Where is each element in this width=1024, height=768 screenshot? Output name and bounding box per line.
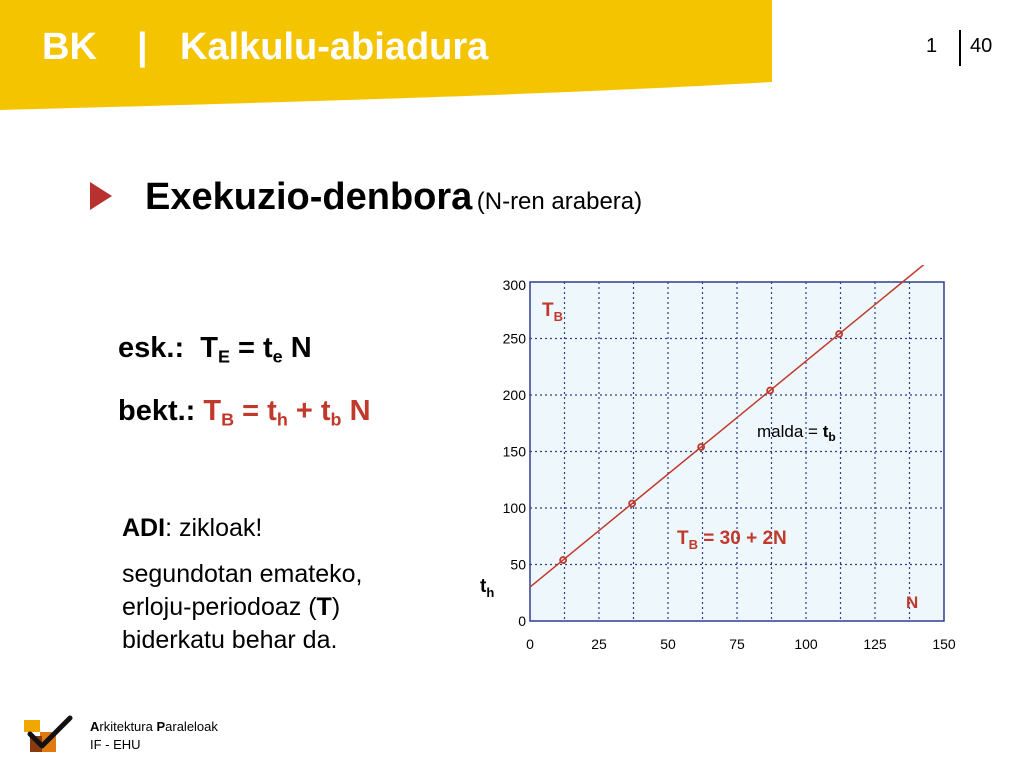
slide-heading <box>145 170 642 232</box>
header-band <box>0 0 1024 110</box>
footer-b: rkitektura <box>99 719 157 734</box>
note-line-2: segundotan emateko, <box>122 560 363 588</box>
slope-text: malda = <box>757 422 823 441</box>
footer-org <box>90 719 218 735</box>
eq1-label: esk.: <box>118 332 185 364</box>
eq1-t-sub: E <box>217 346 230 367</box>
formula-t: T <box>677 528 689 549</box>
y-axis-t: t <box>480 576 487 597</box>
slope-annotation <box>757 422 836 444</box>
x-tick-label: 100 <box>794 636 818 652</box>
eq2-end: N <box>341 395 371 427</box>
slope-bold-sub: b <box>828 430 836 444</box>
heading-main: Exekuzio-denbora <box>145 176 473 218</box>
footer-c: P <box>156 719 166 734</box>
page-total: 40 <box>970 35 993 57</box>
equation-vector <box>118 391 371 439</box>
footer-d: araleloak <box>165 719 218 734</box>
formula-rest: = 30 + 2N <box>698 528 787 549</box>
y-tick-label: 300 <box>502 277 526 293</box>
y-tick-label: 150 <box>502 443 526 460</box>
bullet-arrow-icon <box>90 182 112 210</box>
y-axis-label <box>480 576 494 600</box>
note-line3-pre: erloju-periodoaz ( <box>122 593 317 621</box>
note-line-4: biderkatu behar da. <box>122 626 338 654</box>
footer-a: A <box>90 719 100 734</box>
x-tick-label: 0 <box>526 636 534 652</box>
eq2-t-sub: B <box>221 409 235 430</box>
note-line-3 <box>122 591 340 624</box>
note-line1-rest: : zikloak! <box>165 514 263 542</box>
eq1-t: T <box>200 332 218 364</box>
x-tick-label: 125 <box>863 636 887 652</box>
x-tick-label: 150 <box>932 636 956 652</box>
arkitektura-logo-icon <box>24 714 74 754</box>
eq1-mid-sub: e <box>272 346 283 367</box>
note-line-1 <box>122 512 262 545</box>
x-tick-label: 50 <box>660 636 676 652</box>
y-tick-label: 200 <box>502 387 526 403</box>
formula-sub: B <box>688 537 698 552</box>
header-abbr: BK <box>42 26 97 68</box>
header-title: Kalkulu-abiadura <box>180 26 489 68</box>
equation-scalar <box>118 328 312 376</box>
eq2-label: bekt.: <box>118 395 196 427</box>
y-tick-label: 100 <box>502 500 526 516</box>
heading-sub: (N-ren arabera) <box>476 188 643 215</box>
eq2-mid-sub: h <box>276 409 288 430</box>
eq2-mid: = t <box>234 395 277 427</box>
footer-institution: IF - EHU <box>90 737 141 752</box>
series-label-t: T <box>542 300 554 321</box>
note-line3-post: ) <box>331 593 341 621</box>
series-label-sub: B <box>553 309 563 324</box>
y-tick-label: 0 <box>518 613 526 629</box>
eq1-end: N <box>282 332 312 364</box>
eq1-mid: = t <box>229 332 273 364</box>
eq2-plus-sub: b <box>330 409 342 430</box>
slope-bold: t <box>822 422 829 441</box>
execution-time-chart <box>470 265 980 665</box>
eq2-plus: + t <box>287 395 331 427</box>
header-separator: | <box>137 26 148 68</box>
page-divider <box>959 30 961 66</box>
x-axis-label: N <box>906 593 919 612</box>
x-tick-label: 25 <box>591 636 607 652</box>
y-axis-sub: h <box>486 585 495 600</box>
x-tick-label: 75 <box>729 636 745 652</box>
eq2-formula <box>203 395 371 430</box>
eq2-t: T <box>203 395 222 427</box>
page-number: 1 <box>926 35 938 57</box>
note-line3-bold: T <box>316 593 332 621</box>
y-tick-label: 250 <box>502 330 526 347</box>
note-adi: ADI <box>122 514 166 542</box>
y-tick-label: 50 <box>510 556 526 573</box>
